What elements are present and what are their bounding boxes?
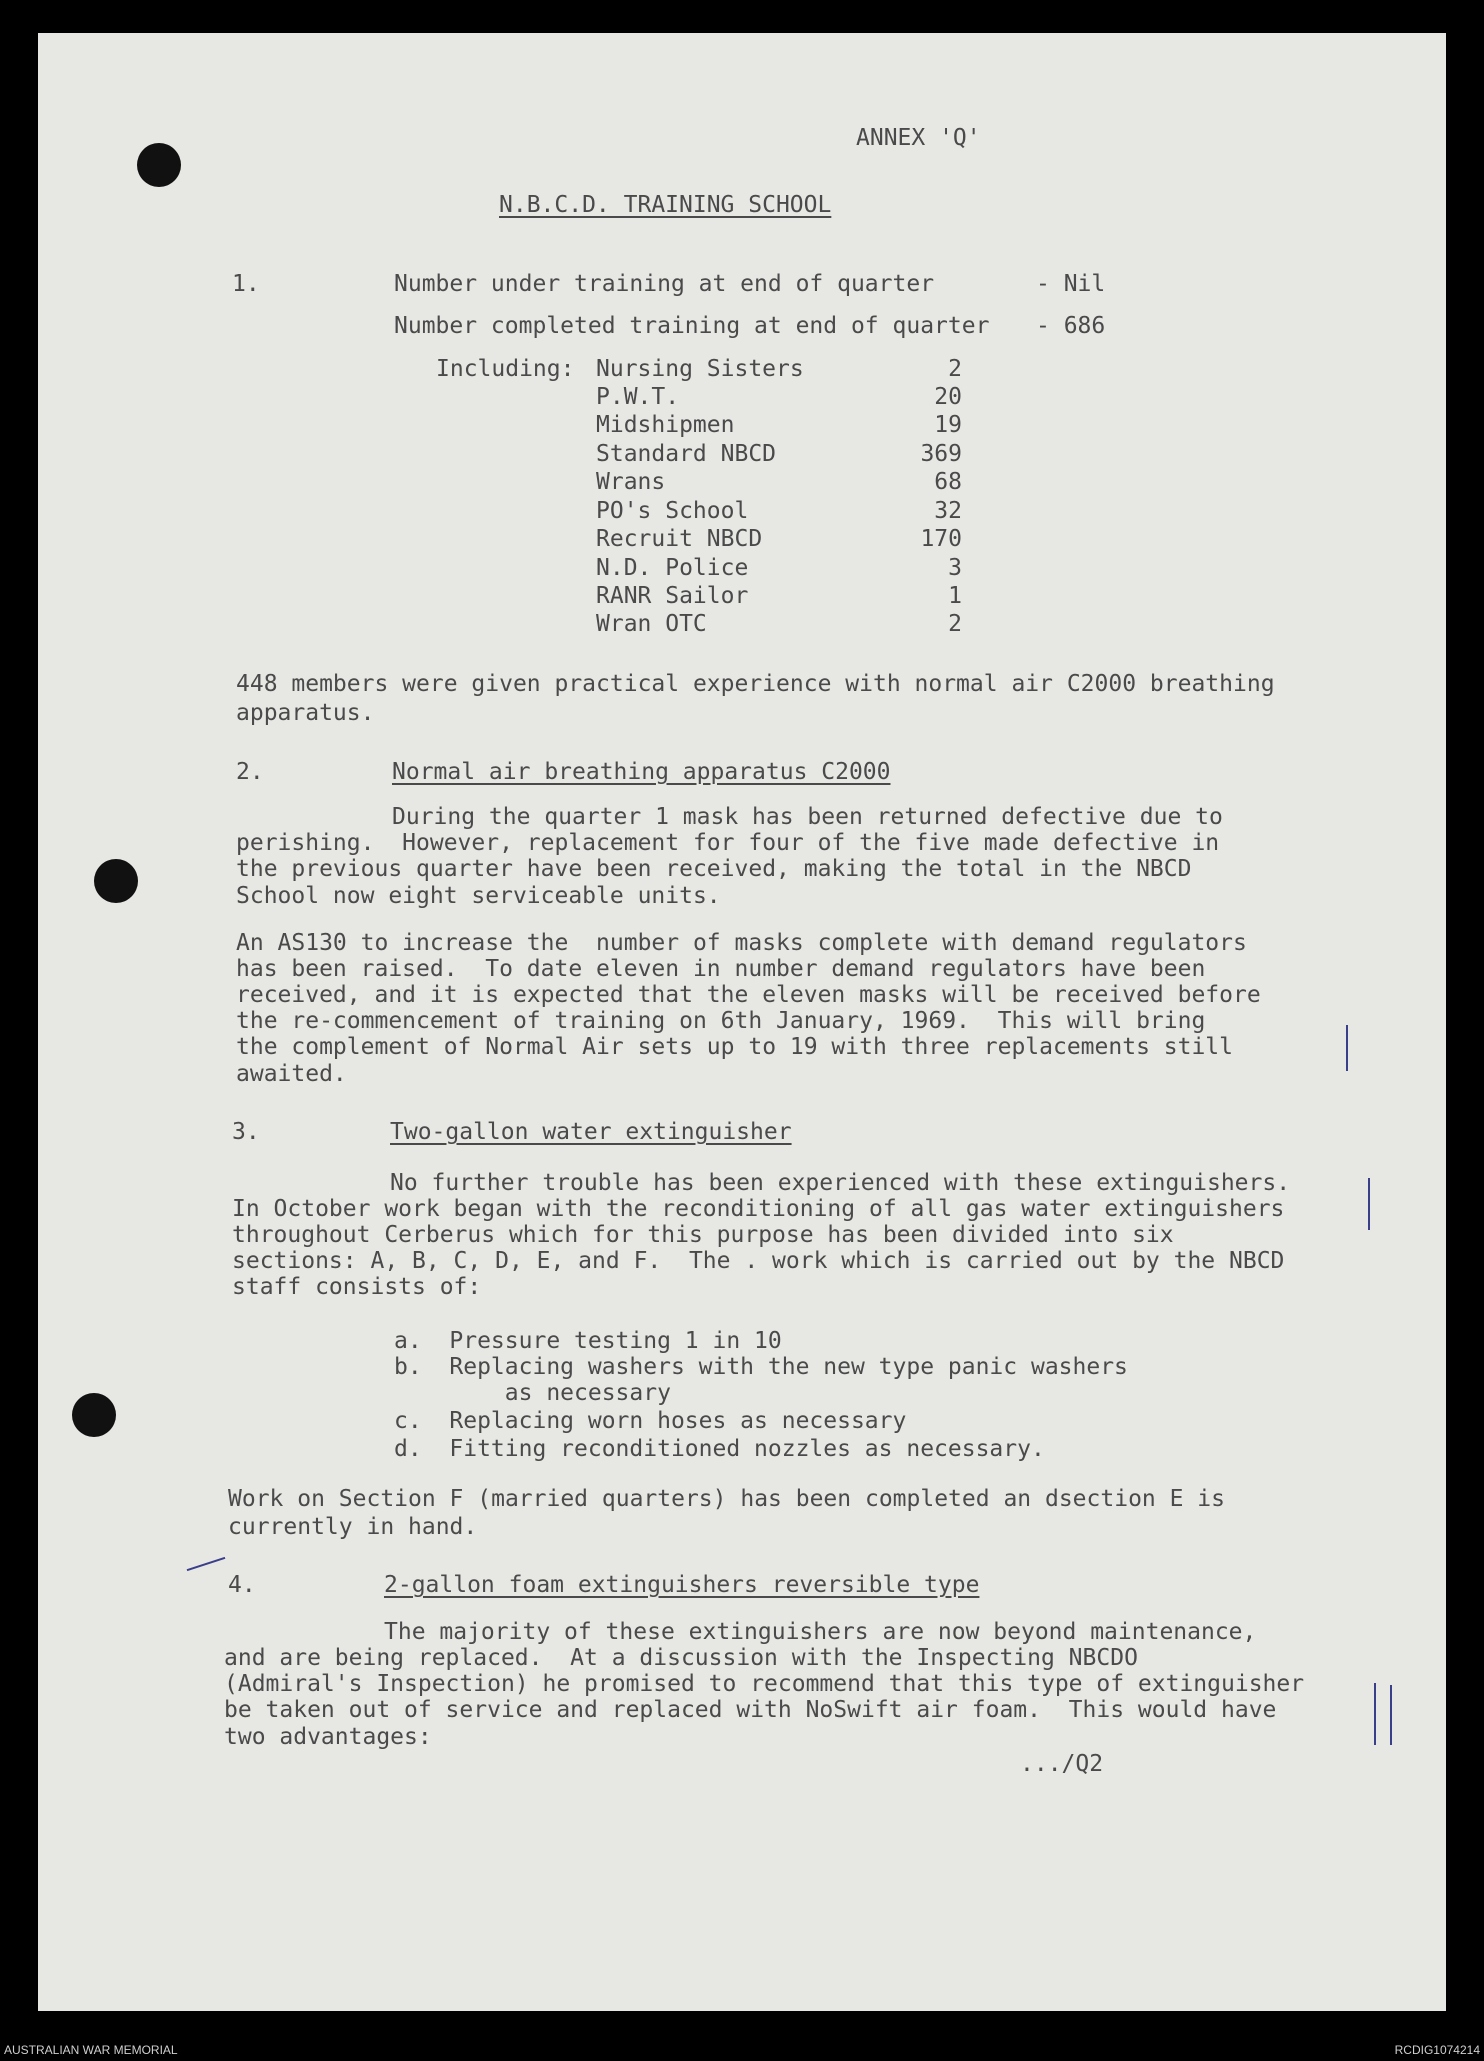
section-4-para1-line: The majority of these extinguishers are now beyond maintenance, (384, 1619, 1257, 1645)
section-2-para2-line: the complement of Normal Air sets up to 19 with three replacements still (236, 1034, 1233, 1060)
section-3-item: c. Replacing worn hoses as necessary (394, 1408, 907, 1434)
section-3-item: a. Pressure testing 1 in 10 (394, 1328, 782, 1354)
completed-value: - 686 (1036, 313, 1106, 339)
section-3-para1-line: In October work began with the reconditioning of all gas water extinguishers (232, 1196, 1285, 1222)
punch-hole-top (137, 143, 181, 187)
under-training-value: - Nil (1036, 271, 1106, 297)
section-3-para1-line: No further trouble has been experienced with these extinguishers. (390, 1170, 1291, 1196)
annex-label: ANNEX 'Q' (856, 125, 981, 151)
section-4-heading: 2-gallon foam extinguishers reversible type (384, 1572, 980, 1598)
section-2-heading: Normal air breathing apparatus C2000 (392, 759, 891, 785)
section-3-item: as necessary (394, 1380, 671, 1406)
section-4-para1-line: (Admiral's Inspection) he promised to recommend that this type of extinguisher (224, 1671, 1305, 1697)
footer-right: RCDIG1074214 (1394, 2043, 1480, 2057)
section-2-para1-line: the previous quarter have been received, making the total in the NBCD (236, 856, 1192, 882)
punch-hole-bottom (72, 1393, 116, 1437)
section-3-para2-line: currently in hand. (228, 1514, 478, 1540)
section-2-para2-line: the re-commencement of training on 6th January, 1969. This will bring (236, 1008, 1206, 1034)
section-3-heading: Two-gallon water extinguisher (390, 1119, 792, 1145)
section-2-para1-line: During the quarter 1 mask has been returned defective due to (392, 804, 1223, 830)
section-2-para2-line: has been raised. To date eleven in number demand regulators have been (236, 956, 1206, 982)
breakdown-row: PO's School 32 (596, 498, 962, 524)
section-2-para2-line: An AS130 to increase the number of masks complete with demand regulators (236, 930, 1247, 956)
section-2-para2-line: awaited. (236, 1061, 347, 1087)
under-training-label: Number under training at end of quarter (394, 271, 935, 297)
section-2-para1-line: School now eight serviceable units. (236, 883, 721, 909)
practical-line-1: 448 members were given practical experience with normal air C2000 breathing (236, 671, 1275, 697)
including-label: Including: (436, 356, 575, 382)
document-page (38, 33, 1446, 2011)
margin-tick (187, 1557, 226, 1571)
section-2-number: 2. (236, 759, 264, 785)
breakdown-row: P.W.T. 20 (596, 384, 962, 410)
section-2-para2-line: received, and it is expected that the eleven masks will be received before (236, 982, 1261, 1008)
practical-line-2: apparatus. (236, 700, 375, 726)
breakdown-row: Wran OTC 2 (596, 611, 962, 637)
completed-label: Number completed training at end of quarter (394, 313, 990, 339)
page-title: N.B.C.D. TRAINING SCHOOL (499, 192, 832, 218)
section-3-para1-line: staff consists of: (232, 1274, 482, 1300)
section-4-number: 4. (228, 1572, 256, 1598)
section-3-item: d. Fitting reconditioned nozzles as necessary. (394, 1436, 1045, 1462)
breakdown-row: Midshipmen 19 (596, 412, 962, 438)
breakdown-row: N.D. Police 3 (596, 555, 962, 581)
breakdown-row: Recruit NBCD 170 (596, 526, 962, 552)
breakdown-row: Nursing Sisters 2 (596, 356, 962, 382)
section-4-para1-line: two advantages: (224, 1724, 432, 1750)
breakdown-row: Standard NBCD 369 (596, 441, 962, 467)
margin-mark-3a (1374, 1683, 1376, 1745)
section-3-item: b. Replacing washers with the new type panic washers (394, 1354, 1128, 1380)
section-3-para2-line: Work on Section F (married quarters) has been completed an dsection E is (228, 1486, 1225, 1512)
section-2-para1-line: perishing. However, replacement for four of the five made defective in (236, 830, 1220, 856)
section-4-para1-line: and are being replaced. At a discussion with the Inspecting NBCDO (224, 1645, 1138, 1671)
section-3-para1-line: sections: A, B, C, D, E, and F. The . work which is carried out by the NBCD (232, 1248, 1285, 1274)
margin-mark-1 (1346, 1025, 1348, 1071)
margin-mark-3b (1390, 1685, 1392, 1745)
footer-left: AUSTRALIAN WAR MEMORIAL (4, 2043, 178, 2057)
margin-mark-2 (1368, 1178, 1370, 1230)
section-1-number: 1. (232, 271, 260, 297)
continuation-marker: .../Q2 (1020, 1751, 1104, 1777)
breakdown-row: Wrans 68 (596, 469, 962, 495)
section-3-number: 3. (232, 1119, 260, 1145)
punch-hole-middle (94, 859, 138, 903)
section-3-para1-line: throughout Cerberus which for this purpose has been divided into six (232, 1222, 1174, 1248)
section-4-para1-line: be taken out of service and replaced with NoSwift air foam. This would have (224, 1697, 1277, 1723)
breakdown-row: RANR Sailor 1 (596, 583, 962, 609)
